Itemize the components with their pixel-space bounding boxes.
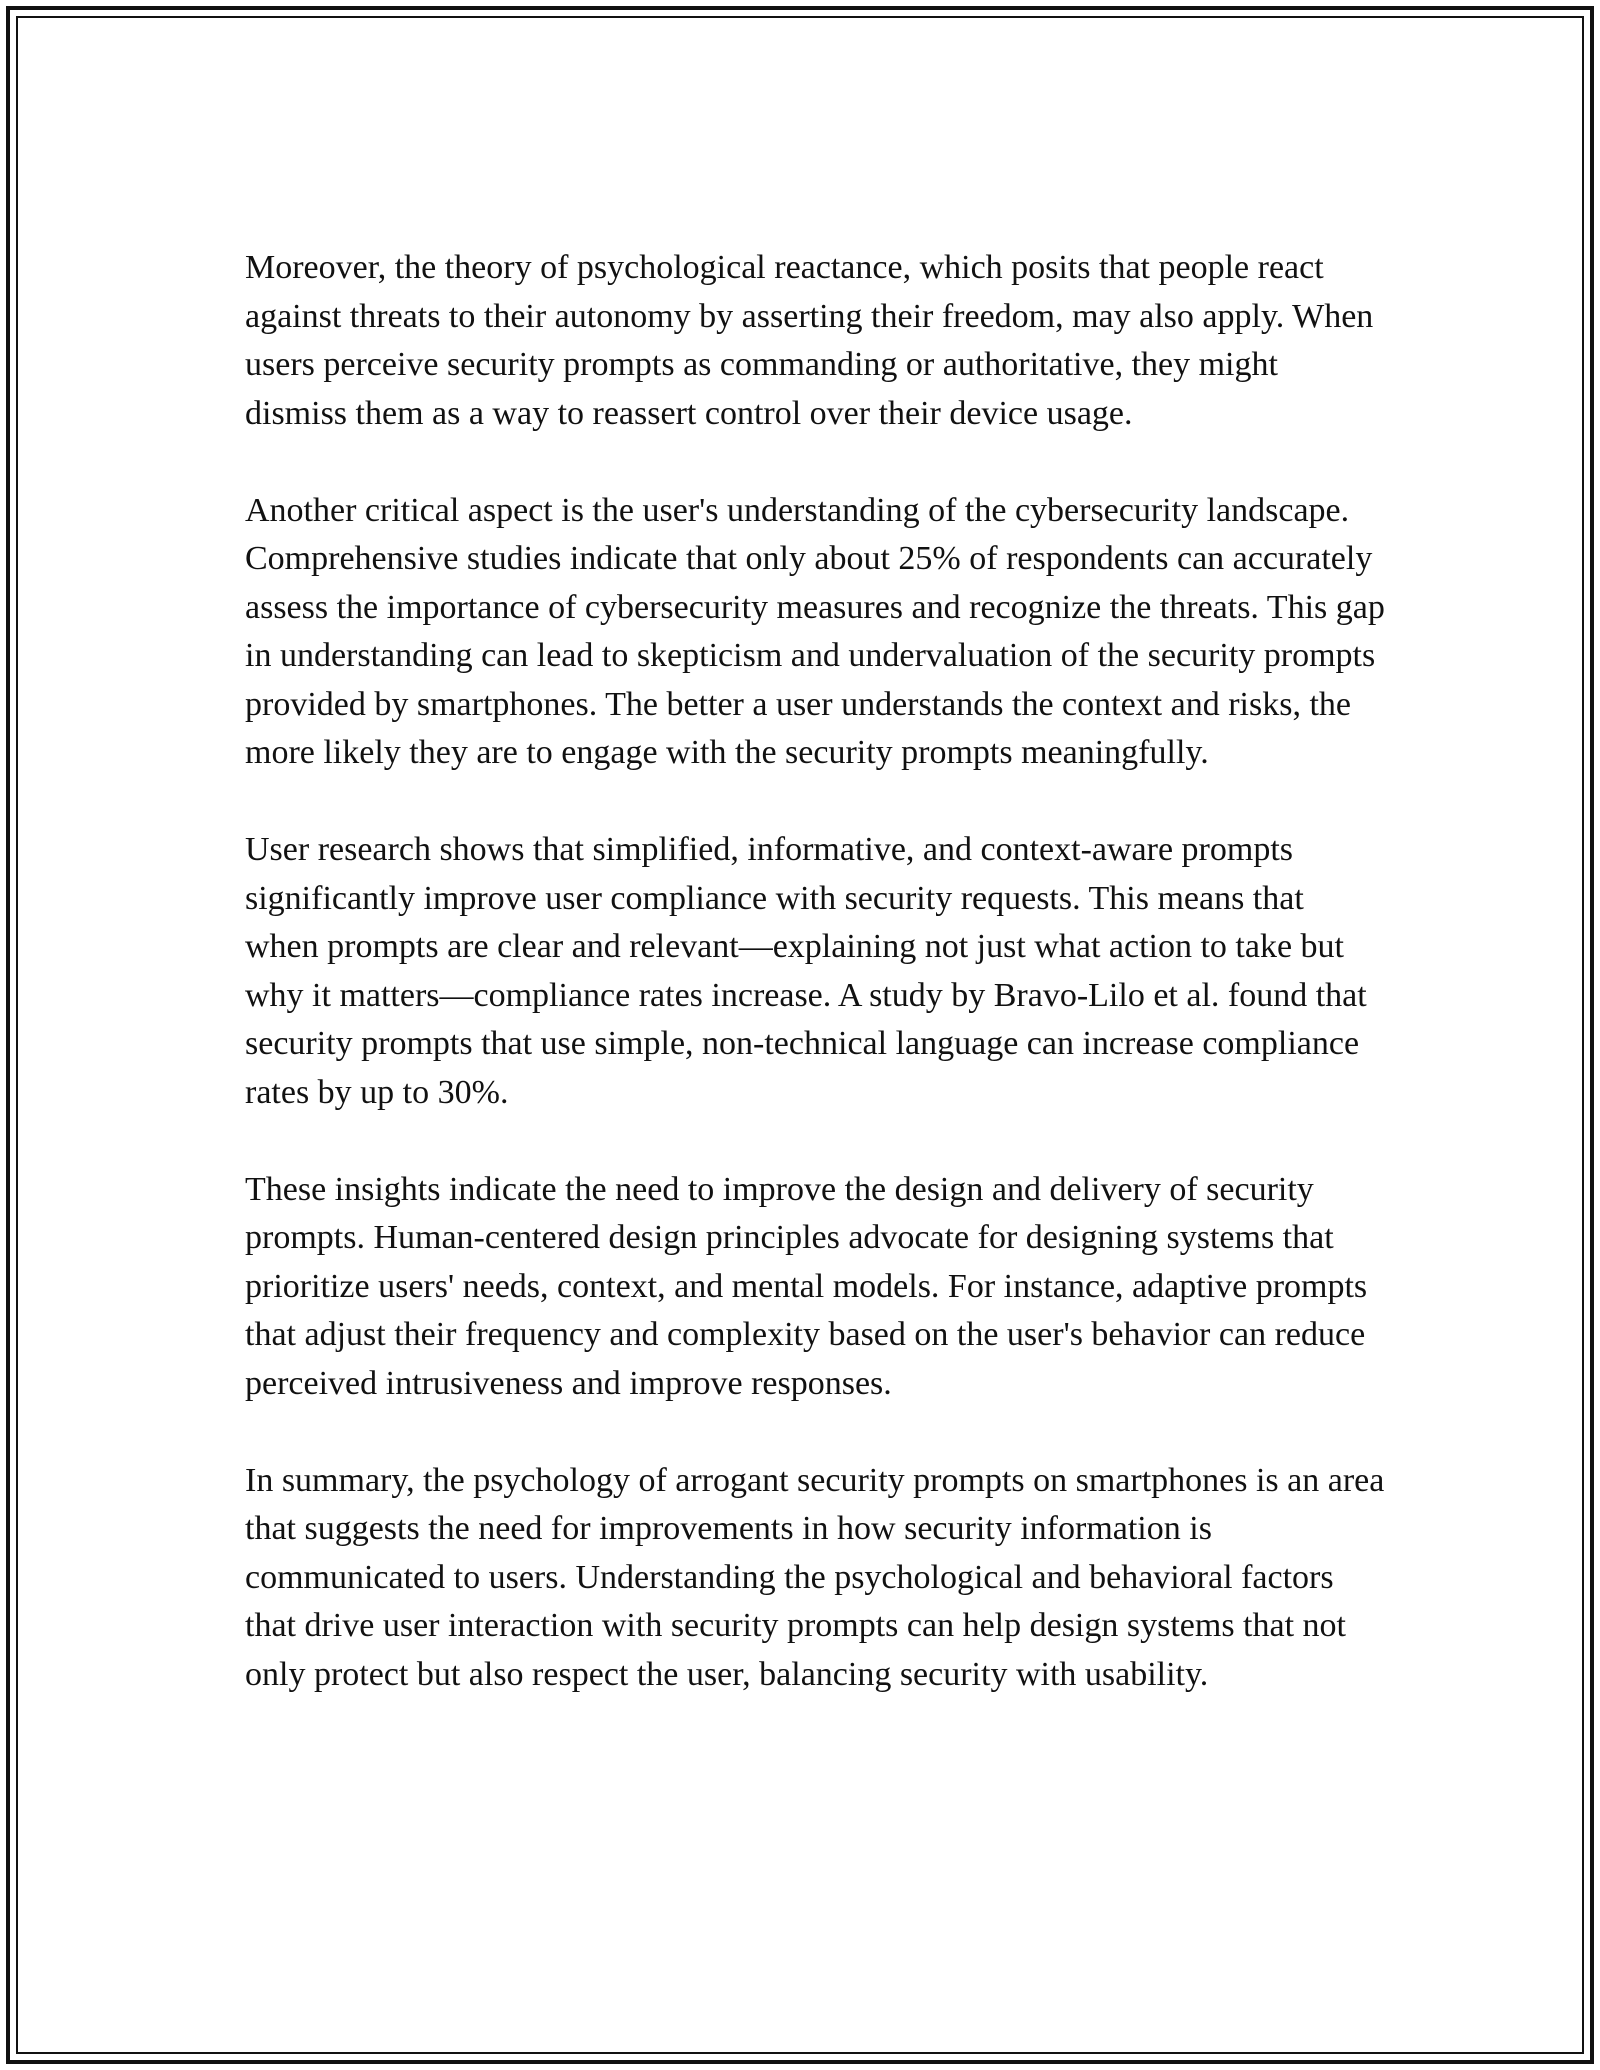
paragraph-summary: In summary, the psychology of arrogant security prompts on smartphones is an area that suggests the need for improvements in how security information is communicated to users. Understanding the psychological and behavioral factors that drive user interaction with security prompts can help design systems that not only protect but also respect the user, balancing security with usability. xyxy=(245,1461,1385,1693)
paragraph-insights: These insights indicate the need to improve the design and delivery of security prompts. Human-centered design principles advocate for designing systems that prioritize users' needs, context, and mental models. For instance, adaptive prompts that adjust their frequency and complexity based on the user's behavior can reduce perceived intrusiveness and improve responses. xyxy=(245,1170,1368,1402)
paragraph-user-research: User research shows that simplified, informative, and context-aware prompts significantly improve user compliance with security requests. This means that when prompts are clear and relevant—explaining not just what action to take but why it matters—compliance rates increase. A study by Bravo-Lilo et al. found that security prompts that use simple, non-technical language can increase compliance rates by up to 30%. xyxy=(245,831,1367,1111)
page-frame xyxy=(6,6,1594,2064)
paragraph-reactance: Moreover, the theory of psychological reactance, which posits that people react against threats to their autonomy by asserting their freedom, may also apply. When users perceive security prompts as commanding or authoritative, they might dismiss them as a way to reassert control over their device usage. xyxy=(245,249,1374,432)
paragraph-understanding: Another critical aspect is the user's understanding of the cybersecurity landscape. Comprehensive studies indicate that only about 25% of respondents can accurately assess the importance of cybersecurity measures and recognize the threats. This gap in understanding can lead to skepticism and undervaluation of the security prompts provided by smartphones. The better a user understands the context and risks, the more likely they are to engage with the security prompts meaningfully. xyxy=(245,491,1385,771)
document-body xyxy=(245,244,1385,1699)
